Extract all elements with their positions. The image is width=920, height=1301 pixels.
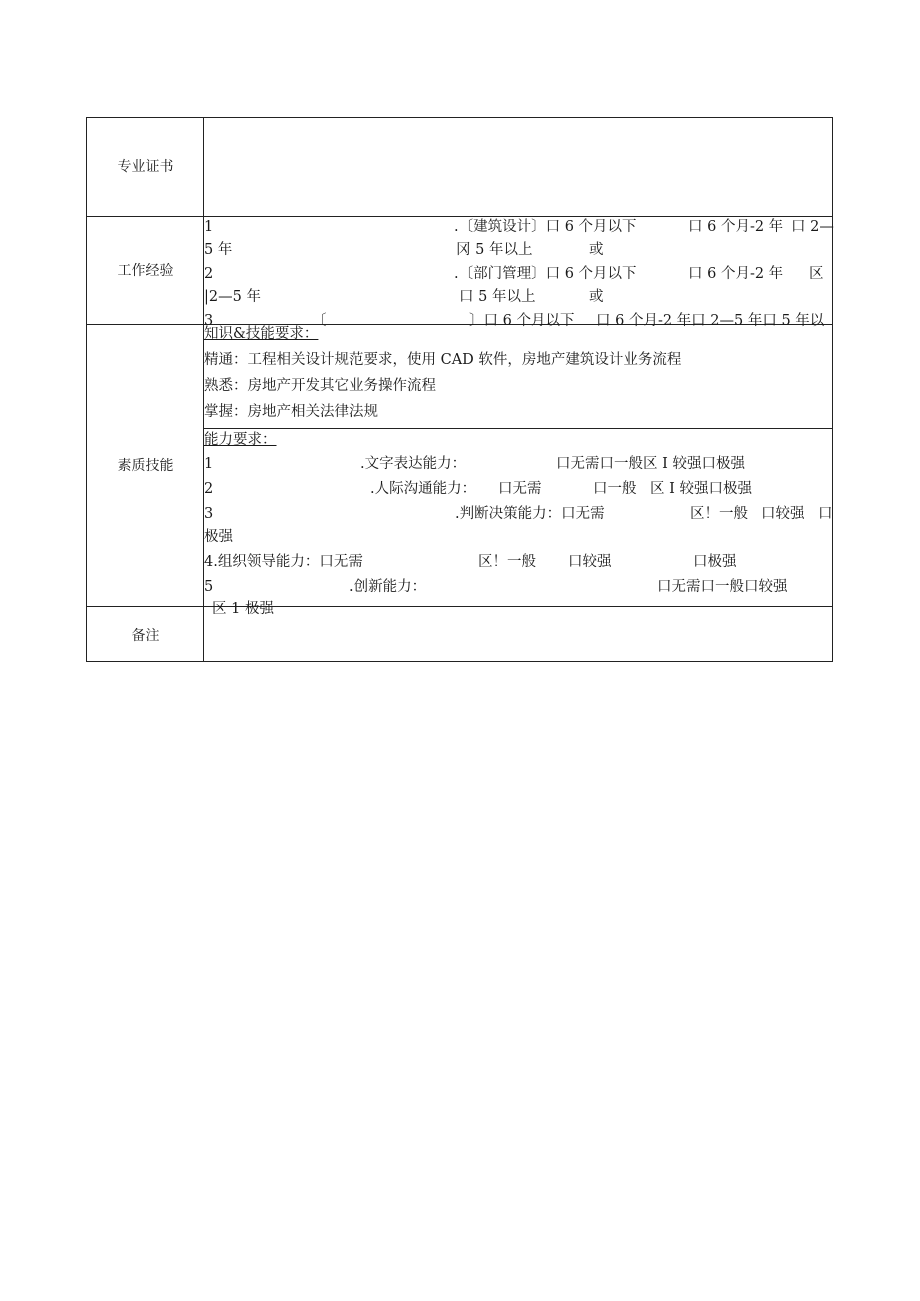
experience-cell <box>204 217 834 329</box>
ability-4-option-3: 口较强 <box>568 554 612 570</box>
ability-2-option-1: 口无需 <box>498 481 542 497</box>
exp-2-field: .〔部门管理〕口 6 个月以下 <box>454 266 637 282</box>
ability-2-number: 2 <box>204 481 214 497</box>
exp-3-options: 口 6 个月-2 年口 2—5 年口 5 年以 <box>596 313 825 329</box>
ability-4-option-4: 口极强 <box>693 554 737 570</box>
exp-1-field: .〔建筑设计〕口 6 个月以下 <box>454 219 637 235</box>
exp-3-option-1: 〕口 6 个月以下 <box>469 313 575 329</box>
ability-2-name: .人际沟通能力： <box>370 481 477 497</box>
ability-2-option-3: 区 I 较强口极强 <box>650 481 752 497</box>
exp-2-or: 或 <box>589 289 604 305</box>
knowledge-master: 掌握：房地产相关法律法规 <box>204 404 378 420</box>
exp-1-option-2: 口 6 个月-2 年 <box>688 219 784 235</box>
ability-5-option-cont: 区 1 极强 <box>212 601 274 617</box>
remark-cell <box>204 607 832 661</box>
remark-label: 备注 <box>131 628 160 644</box>
cert-cell <box>204 118 832 216</box>
ability-heading: 能力要求： <box>204 432 277 448</box>
exp-1-option-3: 口 2— <box>791 219 834 235</box>
ability-5-options: 口无需口一般口较强 <box>657 579 788 595</box>
job-requirements-table <box>86 117 833 662</box>
exp-1-option-4: 冈 5 年以上 <box>456 242 533 258</box>
exp-2-option-4: 口 5 年以上 <box>459 289 536 305</box>
cert-label: 专业证书 <box>117 159 174 175</box>
exp-3-bracket: 〔 <box>312 313 327 329</box>
ability-cell <box>204 429 833 617</box>
knowledge-heading: 知识&技能要求： <box>204 326 319 342</box>
experience-label: 工作经验 <box>117 263 174 279</box>
ability-1-name: .文字表达能力： <box>360 456 467 472</box>
knowledge-proficient: 精通：工程相关设计规范要求，使用 CAD 软件，房地产建筑设计业务流程 <box>204 352 682 368</box>
exp-1-number: 1 <box>204 219 214 235</box>
ability-3-number: 3 <box>204 506 214 522</box>
ability-3-option-3: 口较强 <box>761 506 805 522</box>
knowledge-familiar: 熟悉：房地产开发其它业务操作流程 <box>204 378 436 394</box>
ability-1-options: 口无需口一般区 I 较强口极强 <box>556 456 745 472</box>
ability-3-name: .判断决策能力：口无需 <box>455 506 605 522</box>
ability-4-option-2: 区！一般 <box>478 554 536 570</box>
exp-1-option-3-cont: 5 年 <box>204 242 233 258</box>
ability-2-option-2: 口一般 <box>593 481 637 497</box>
ability-4-name: 4.组织领导能力：口无需 <box>204 554 363 570</box>
ability-3-option-4-cont: 极强 <box>204 529 233 545</box>
exp-2-option-3: 区 <box>809 266 824 282</box>
ability-5-name: .创新能力： <box>349 579 427 595</box>
exp-2-number: 2 <box>204 266 214 282</box>
exp-1-or: 或 <box>589 242 604 258</box>
ability-3-option-4: 口 <box>818 506 833 522</box>
exp-3-number: 3 <box>204 313 214 329</box>
skills-label: 素质技能 <box>117 458 174 474</box>
exp-2-option-3-cont: |2—5 年 <box>204 289 261 305</box>
ability-3-option-2: 区！一般 <box>690 506 748 522</box>
ability-1-number: 1 <box>204 456 214 472</box>
ability-5-number: 5 <box>204 579 214 595</box>
exp-2-option-2: 口 6 个月-2 年 <box>688 266 784 282</box>
